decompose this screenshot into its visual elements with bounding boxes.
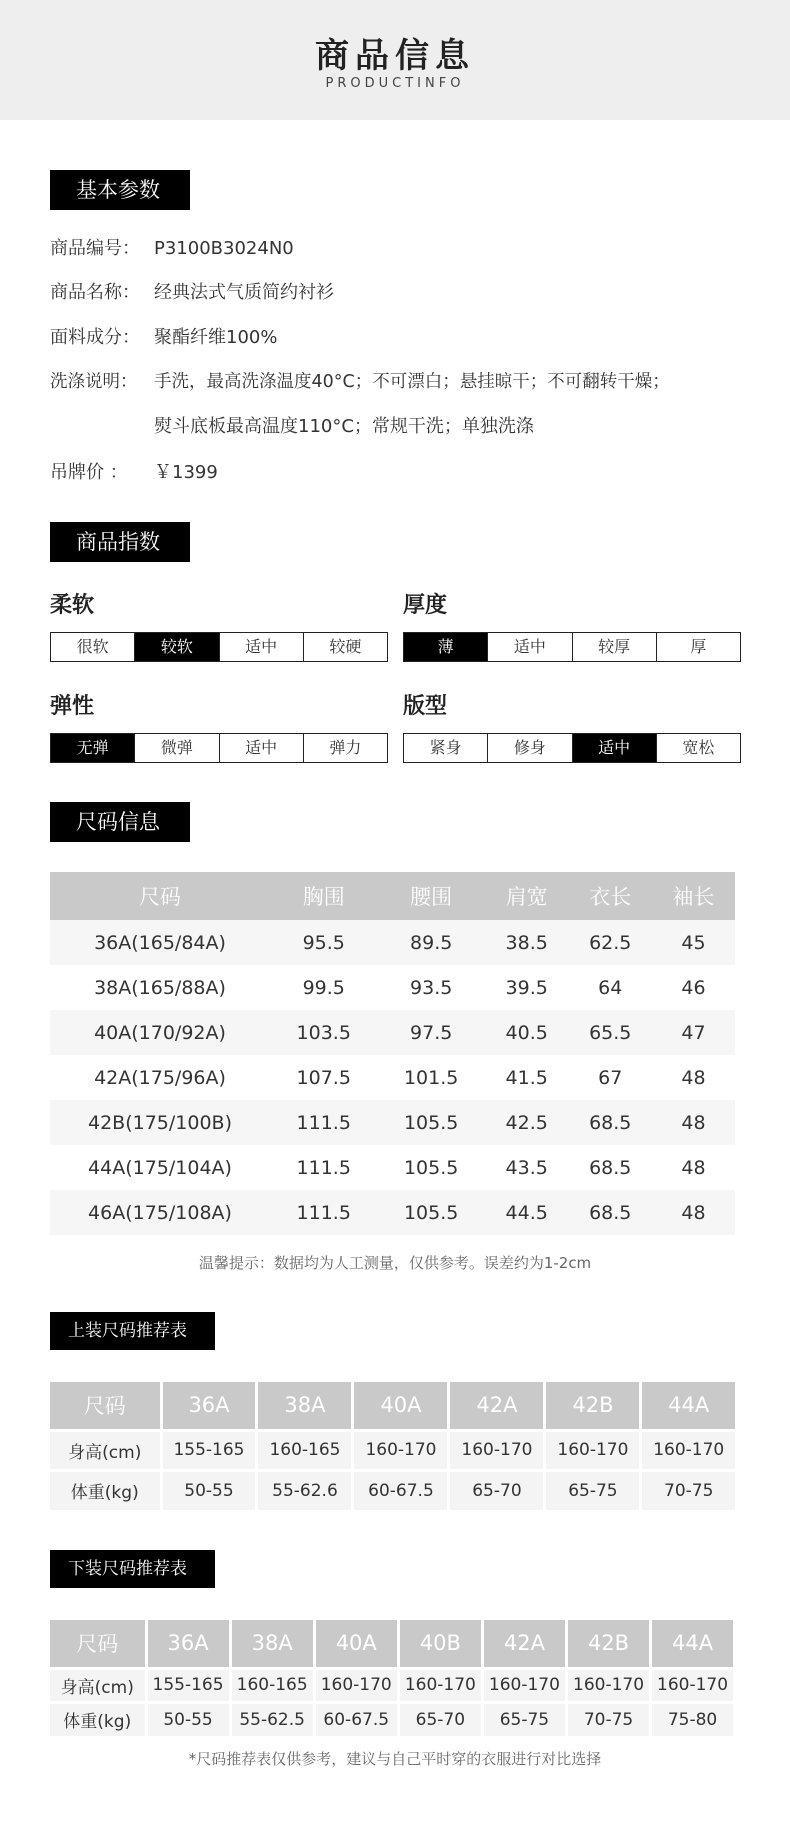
rec-table-cell: 55-62.5 [230,1702,314,1736]
rec-header-cell: 40A [314,1620,398,1668]
size-table-cell: 38A(165/88A) [50,965,270,1010]
size-note: 温馨提示：数据均为人工测量，仅供参考。误差约为1-2cm [198,1254,592,1272]
basic-row-key: 洗涤说明： [50,372,138,392]
size-table-cell: 46A(175/108A) [50,1190,270,1235]
size-table-row [50,1190,735,1235]
rec-header-cell: 38A [257,1382,353,1430]
index-option: 适中 [220,633,304,661]
index-option: 微弹 [135,734,219,762]
size-table-cell: 46 [652,965,735,1010]
size-table-cell: 65.5 [568,1010,652,1055]
rec-table-row [50,1702,733,1736]
index-option: 较硬 [329,637,362,656]
rec-table-cell: 160-170 [398,1668,482,1702]
basic-row-key: 商品名称： [50,282,140,303]
index-option: 较软 [135,633,219,661]
size-header-cell: 袖长 [652,872,735,920]
rec-table-cell: 60-67.5 [314,1702,398,1736]
size-table-cell: 45 [652,920,735,965]
rec-table-cell: 50-55 [146,1702,230,1736]
basic-row [50,458,218,488]
rec-header-cell: 44A [641,1382,735,1430]
rec-row-header: 体重(kg) [50,1470,161,1510]
rec-table-cell: 160-170 [566,1668,650,1702]
basic-row-key: 面料成分： [50,327,140,348]
rec-header-cell: 36A [146,1620,230,1668]
size-table-cell: 93.5 [377,965,484,1010]
index-scale-fit [403,733,741,763]
size-table-cell: 44.5 [485,1190,569,1235]
size-table-cell: 48 [652,1145,735,1190]
section-label-index: 商品指数 [50,522,190,562]
section-label-size: 尺码信息 [50,802,190,842]
size-table-cell: 103.5 [270,1010,377,1055]
size-table-row [50,1010,735,1055]
index-title-softness: 柔软 [50,593,95,618]
rec-header-cell: 42A [449,1382,545,1430]
size-table-cell: 41.5 [485,1055,569,1100]
size-table-cell: 95.5 [270,920,377,965]
index-option: 适中 [488,633,572,661]
rec-table-cell: 155-165 [161,1430,257,1470]
rec-table-cell: 160-170 [482,1668,566,1702]
index-option: 紧身 [404,734,488,762]
size-table-header [50,872,735,920]
index-option: 适中 [573,734,657,762]
rec-table-cell: 70-75 [566,1702,650,1736]
rec-header-cell: 尺码 [50,1382,161,1430]
size-header-cell: 腰围 [377,872,484,920]
rec-table-cell: 65-70 [449,1470,545,1510]
size-table-cell: 111.5 [270,1100,377,1145]
index-scale-thickness [403,632,741,662]
size-table-cell: 68.5 [568,1100,652,1145]
page-subtitle: PRODUCTINFO [325,76,465,91]
size-table-cell: 105.5 [377,1145,484,1190]
size-table-cell: 105.5 [377,1100,484,1145]
size-table-cell: 68.5 [568,1190,652,1235]
rec-table-cell: 55-62.6 [257,1470,353,1510]
size-table-cell: 111.5 [270,1190,377,1235]
index-option: 较厚 [573,633,657,661]
rec-table-cell: 160-165 [230,1668,314,1702]
rec-table-cell: 60-67.5 [353,1470,449,1510]
size-table-cell: 101.5 [377,1055,484,1100]
size-table-row [50,965,735,1010]
size-header-cell: 肩宽 [485,872,569,920]
size-header-cell: 衣长 [568,872,652,920]
size-table-cell: 47 [652,1010,735,1055]
size-table-cell: 68.5 [568,1145,652,1190]
rec-header-cell: 44A [651,1620,733,1668]
section-label-bottom-rec: 下装尺码推荐表 [50,1550,215,1588]
rec-table-cell: 65-75 [482,1702,566,1736]
basic-row-value: 熨斗底板最高温度110°C；常规干洗；单独洗涤 [154,416,534,437]
size-table-cell: 105.5 [377,1190,484,1235]
size-table-cell: 36A(165/84A) [50,920,270,965]
rec-header-cell: 40B [398,1620,482,1668]
rec-table-row [50,1470,735,1510]
size-table-cell: 97.5 [377,1010,484,1055]
size-table-cell: 38.5 [485,920,569,965]
bottom-rec-header [50,1620,733,1668]
size-header-cell: 尺码 [50,872,270,920]
size-table [50,872,735,1235]
rec-table-cell: 65-75 [545,1470,641,1510]
rec-header-cell: 42B [545,1382,641,1430]
size-table-cell: 64 [568,965,652,1010]
index-title-thickness: 厚度 [403,593,448,618]
rec-header-cell: 尺码 [50,1620,146,1668]
index-option: 很软 [51,633,135,661]
size-table-row [50,920,735,965]
index-option: 厚 [690,637,707,656]
bottom-rec-table [50,1620,733,1736]
size-table-cell: 111.5 [270,1145,377,1190]
basic-row [50,278,334,308]
basic-row [50,234,294,264]
rec-table-cell: 160-170 [641,1430,735,1470]
size-table-cell: 99.5 [270,965,377,1010]
basic-row-value: 手洗，最高洗涤温度40°C；不可漂白；悬挂晾干；不可翻转干燥； [154,372,670,392]
basic-row [50,412,534,442]
basic-row-value: 聚酯纤维100% [154,327,278,348]
size-table-cell: 107.5 [270,1055,377,1100]
rec-table-cell: 70-75 [641,1470,735,1510]
rec-table-cell: 160-165 [257,1430,353,1470]
rec-header-cell: 42A [482,1620,566,1668]
top-rec-table [50,1382,735,1510]
rec-row-header: 身高(cm) [50,1430,161,1470]
index-option: 修身 [488,734,572,762]
size-table-row [50,1055,735,1100]
index-option: 适中 [220,734,304,762]
size-table-cell: 62.5 [568,920,652,965]
size-table-row [50,1145,735,1190]
basic-row [50,367,670,397]
rec-table-cell: 160-170 [314,1668,398,1702]
rec-header-cell: 40A [353,1382,449,1430]
size-table-cell: 42B(175/100B) [50,1100,270,1145]
size-table-cell: 67 [568,1055,652,1100]
size-table-cell: 48 [652,1100,735,1145]
page-header [0,0,790,120]
basic-row-value: P3100B3024N0 [154,238,294,259]
size-table-cell: 42.5 [485,1100,569,1145]
size-table-row [50,1100,735,1145]
index-scale-softness [50,632,388,662]
basic-row-value: ￥1399 [154,462,218,483]
basic-row-key: 吊牌价 ： [50,462,128,483]
size-table-cell: 40.5 [485,1010,569,1055]
size-table-cell: 48 [652,1055,735,1100]
basic-row-value: 经典法式气质简约衬衫 [154,282,334,303]
index-option: 薄 [404,633,488,661]
index-scale-elasticity [50,733,388,763]
rec-table-cell: 160-170 [545,1430,641,1470]
rec-table-row [50,1668,733,1702]
bottom-rec-note: *尺码推荐表仅供参考，建议与自己平时穿的衣服进行对比选择 [188,1750,602,1768]
index-title-fit: 版型 [403,694,448,719]
rec-table-cell: 75-80 [651,1702,733,1736]
size-table-cell: 40A(170/92A) [50,1010,270,1055]
rec-table-cell: 65-70 [398,1702,482,1736]
rec-row-header: 体重(kg) [50,1702,146,1736]
basic-row-key: 商品编号： [50,238,140,259]
index-option: 宽松 [682,738,715,757]
rec-table-cell: 160-170 [449,1430,545,1470]
rec-table-cell: 160-170 [353,1430,449,1470]
index-option: 弹力 [329,738,362,757]
size-table-cell: 44A(175/104A) [50,1145,270,1190]
rec-header-cell: 38A [230,1620,314,1668]
top-rec-header [50,1382,735,1430]
page-title: 商品信息 [315,36,475,76]
size-table-cell: 48 [652,1190,735,1235]
size-table-cell: 42A(175/96A) [50,1055,270,1100]
rec-table-cell: 160-170 [651,1668,733,1702]
basic-row [50,323,277,353]
size-header-cell: 胸围 [270,872,377,920]
section-label-basic: 基本参数 [50,170,190,210]
rec-table-cell: 155-165 [146,1668,230,1702]
rec-table-row [50,1430,735,1470]
section-label-top-rec: 上装尺码推荐表 [50,1312,215,1350]
size-table-cell: 89.5 [377,920,484,965]
size-table-cell: 43.5 [485,1145,569,1190]
index-option: 无弹 [51,734,135,762]
rec-row-header: 身高(cm) [50,1668,146,1702]
size-table-cell: 39.5 [485,965,569,1010]
rec-table-cell: 50-55 [161,1470,257,1510]
rec-header-cell: 36A [161,1382,257,1430]
index-title-elasticity: 弹性 [50,694,95,719]
rec-header-cell: 42B [566,1620,650,1668]
